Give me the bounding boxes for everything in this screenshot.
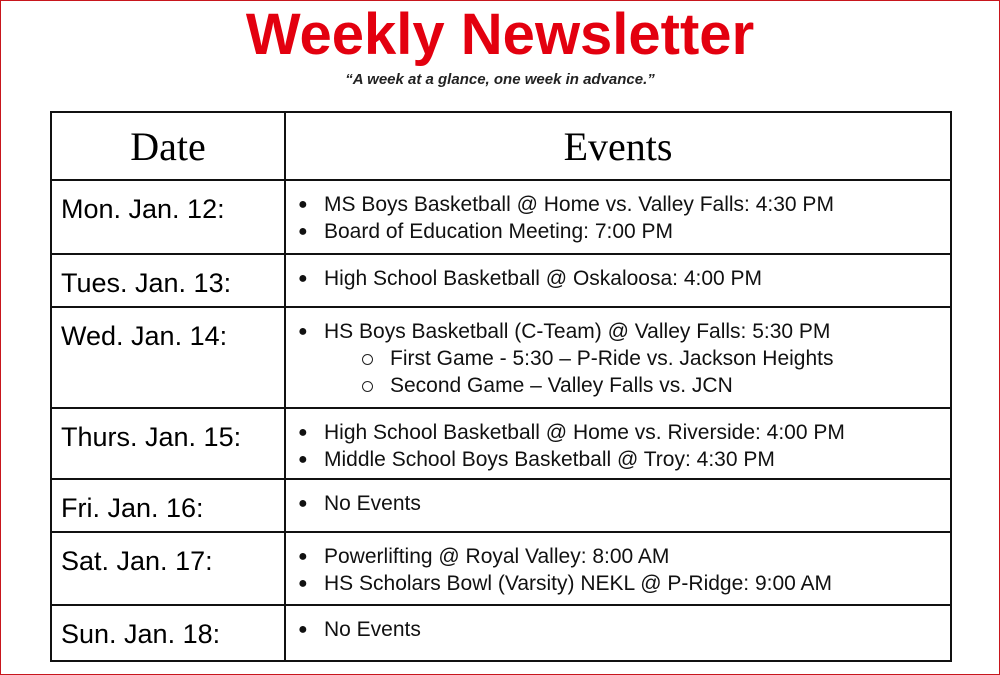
sub-event-text: First Game - 5:30 – P-Ride vs. Jackson Heights [390,347,834,370]
table-row [51,408,951,479]
day-events [285,254,951,307]
events-column-header: Events [285,112,951,180]
bullet-icon: ● [298,451,308,468]
day-events [285,479,951,532]
event-item [296,419,950,446]
day-date: Mon. Jan. 12: [51,180,285,254]
event-text: Powerlifting @ Royal Valley: 8:00 AM [324,545,670,568]
day-events [285,408,951,479]
table-row [51,307,951,408]
schedule-table [50,111,952,662]
table-row [51,254,951,307]
day-events [285,180,951,254]
bullet-icon: ● [298,196,308,213]
event-item [296,265,950,292]
sub-event-text: Second Game – Valley Falls vs. JCN [390,374,733,397]
newsletter-title: Weekly Newsletter [245,2,755,67]
event-item [296,616,950,643]
schedule-rows [51,180,951,661]
table-row [51,479,951,532]
event-item [296,191,950,218]
event-list [296,265,950,292]
bullet-icon: ● [298,270,308,287]
event-item [296,490,950,517]
event-text: MS Boys Basketball @ Home vs. Valley Falls: 4:30 PM [324,193,834,216]
bullet-icon: ● [298,495,308,512]
day-date: Wed. Jan. 14: [51,307,285,408]
event-text: High School Basketball @ Home vs. Riverside: 4:00 PM [324,421,845,444]
event-item [296,570,950,597]
hollow-bullet-icon [362,354,373,365]
day-date: Tues. Jan. 13: [51,254,285,307]
table-row [51,605,951,661]
sub-event-list [324,345,950,399]
day-date: Thurs. Jan. 15: [51,408,285,479]
event-text: No Events [324,492,421,515]
event-text: High School Basketball @ Oskaloosa: 4:00 PM [324,267,763,290]
bullet-icon: ● [298,621,308,638]
event-list [296,490,950,517]
event-list [296,318,950,399]
event-item [296,446,950,473]
bullet-icon: ● [298,424,308,441]
hollow-bullet-icon [362,381,373,392]
event-list [296,419,950,473]
bullet-icon: ● [298,548,308,565]
day-events [285,532,951,605]
sub-event-item [362,372,950,399]
day-date: Sun. Jan. 18: [51,605,285,661]
event-item [296,218,950,245]
bullet-icon: ● [298,223,308,240]
day-events [285,307,951,408]
event-item [296,543,950,570]
date-column-header: Date [51,112,285,180]
event-item [296,318,950,399]
header-row [51,112,951,180]
bullet-icon: ● [298,323,308,340]
event-list [296,616,950,643]
table-row [51,532,951,605]
table-row [51,180,951,254]
event-text: Middle School Boys Basketball @ Troy: 4:30 PM [324,448,775,471]
day-date: Fri. Jan. 16: [51,479,285,532]
day-events [285,605,951,661]
day-date: Sat. Jan. 17: [51,532,285,605]
event-text: HS Boys Basketball (C-Team) @ Valley Falls: 5:30 PM [324,320,831,343]
newsletter-subtitle: “A week at a glance, one week in advance.” [345,71,655,88]
bullet-icon: ● [298,575,308,592]
event-list [296,543,950,597]
event-text: No Events [324,618,421,641]
event-text: Board of Education Meeting: 7:00 PM [324,220,674,243]
event-list [296,191,950,245]
event-text: HS Scholars Bowl (Varsity) NEKL @ P-Ridge: 9:00 AM [324,572,832,595]
sub-event-item [362,345,950,372]
